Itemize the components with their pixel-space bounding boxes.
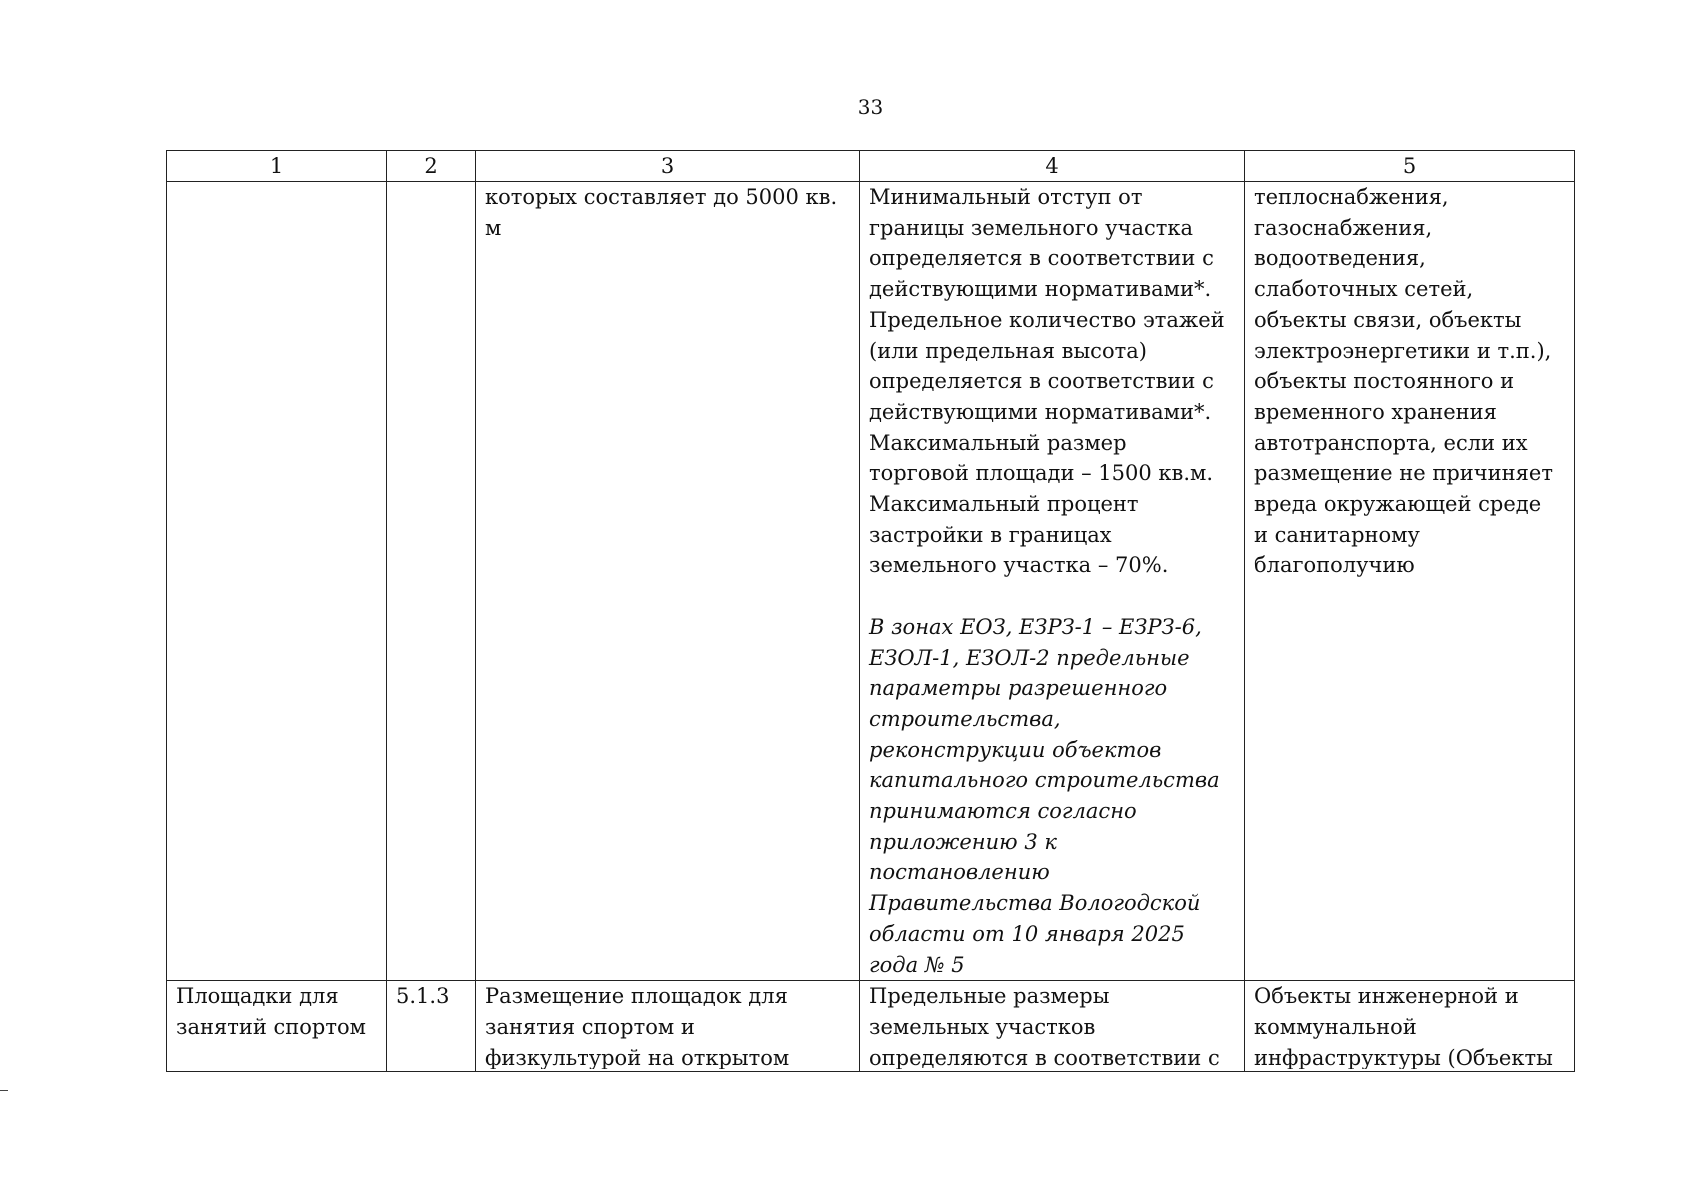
table-header <box>167 151 1575 182</box>
cell-text: теплоснабжения, газоснабжения, водоотведения, слаботочных сетей, объекты связи, объекты электроэнергетики и т.п.), объекты постоянного и временного хранения автотранспорта, если их размещение не причиняет вреда окружающей среде и санитарному благополучию <box>1254 185 1553 578</box>
cell-text: Минимальный отступ от границы земельного участка определяется в соответствии с действующими нормативами*. Предельное количество этажей (или предельная высота) определяется в соответствии с действующими нормативами*. Максимальный размер торговой площади – 1500 кв.м. Максимальный процент застройки в границах земельного участка – 70%. <box>869 185 1225 578</box>
cell-text: Предельные размеры земельных участков определяются в соответствии с <box>869 984 1220 1070</box>
cell-auxiliary-uses <box>1245 182 1575 981</box>
cell-code <box>387 981 476 1072</box>
cell-text: 5.1.3 <box>396 984 450 1009</box>
table-row <box>167 981 1575 1072</box>
cell-description <box>476 981 860 1072</box>
header-col-3: 3 <box>476 151 860 182</box>
cell-use-name <box>167 981 387 1072</box>
header-row <box>167 151 1575 182</box>
cell-code <box>387 182 476 981</box>
page-number: 33 <box>857 95 884 119</box>
header-col-2: 2 <box>387 151 476 182</box>
zone-note: В зонах ЕОЗ, ЕЗРЗ-1 – ЕЗРЗ-6, ЕЗОЛ-1, ЕЗОЛ-2 предельные параметры разрешенного строительства, реконструкции объектов капитального строительства принимаются согласно приложению 3 к постановлению Правительства Вологодской области от 10 января 2025 года № 5 <box>869 614 1220 977</box>
cell-use-name <box>167 182 387 981</box>
land-use-table <box>166 150 1575 1072</box>
header-col-1: 1 <box>167 151 387 182</box>
margin-mark <box>0 1090 8 1091</box>
cell-auxiliary-uses <box>1245 981 1575 1072</box>
table-row <box>167 182 1575 981</box>
cell-text: Площадки для занятий спортом <box>176 984 366 1039</box>
cell-parameters <box>860 182 1245 981</box>
cell-description <box>476 182 860 981</box>
cell-text: Объекты инженерной и коммунальной инфраструктуры (Объекты <box>1254 984 1553 1070</box>
cell-text: которых составляет до 5000 кв. м <box>485 185 838 240</box>
cell-parameters <box>860 981 1245 1072</box>
header-col-5: 5 <box>1245 151 1575 182</box>
header-col-4: 4 <box>860 151 1245 182</box>
cell-text: Размещение площадок для занятия спортом и физкультурой на открытом <box>485 984 790 1070</box>
